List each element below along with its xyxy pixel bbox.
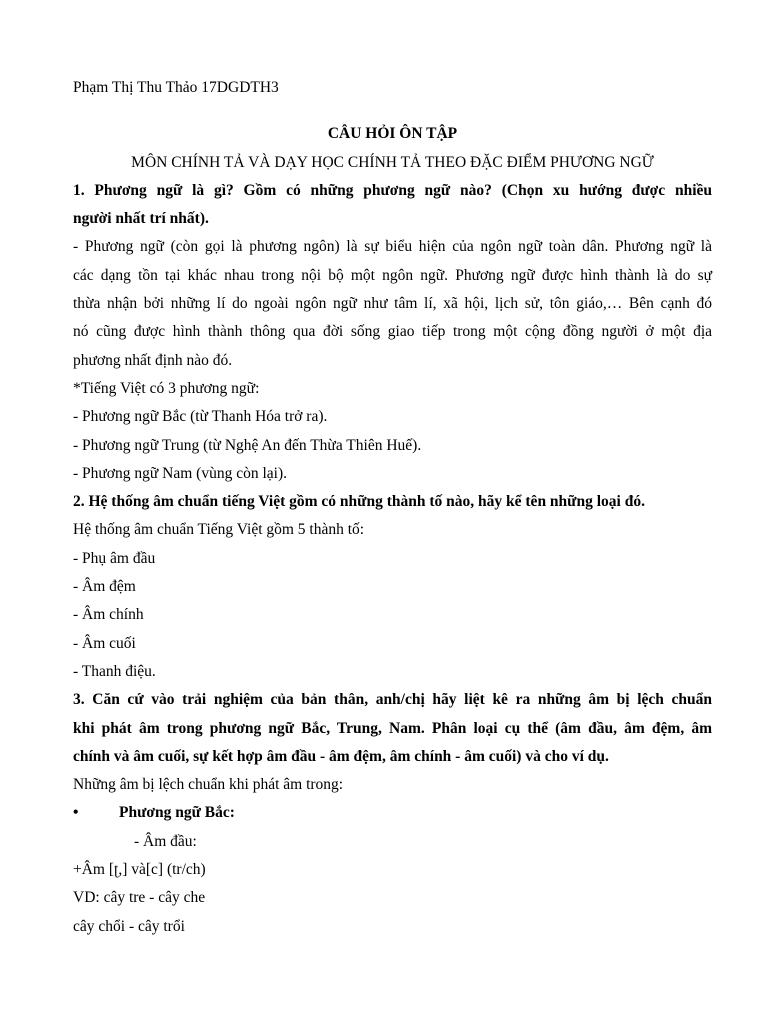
bullet-northern-dialect [73, 799, 712, 827]
dialect-item: - Phương ngữ Trung (từ Nghệ An đến Thừa Thiên Huế). [73, 436, 422, 454]
document-subtitle: MÔN CHÍNH TẢ VÀ DẠY HỌC CHÍNH TẢ THEO ĐẶC ĐIỂM PHƯƠNG NGỮ [131, 153, 654, 171]
answer-1-line-5: phương nhất định nào đó. [73, 351, 233, 369]
question-3-line-2: khi phát âm trong phương ngữ Bắc, Trung, Nam. Phân loại cụ thể (âm đầu, âm đệm, âm [73, 719, 712, 737]
example-line: cây chổi - cây trổi [73, 917, 185, 935]
answer-1-line-1: - Phương ngữ (còn gọi là phương ngôn) là sự biểu hiện của ngôn ngữ toàn dân. Phương ngữ là [73, 238, 712, 256]
bullet-label: Phương ngữ Bắc: [119, 804, 235, 822]
answer-2-intro: Hệ thống âm chuẩn Tiếng Việt gồm 5 thành tố: [73, 521, 365, 539]
author-line: Phạm Thị Thu Thảo 17DGDTH3 [73, 79, 279, 96]
question-1-line-1: 1. Phương ngữ là gì? Gồm có những phương ngữ nào? (Chọn xu hướng được nhiều [73, 181, 712, 199]
sub-heading-initial-consonant: - Âm đầu: [134, 832, 197, 850]
component-item: - Thanh điệu. [73, 662, 156, 680]
answer-3-intro: Những âm bị lệch chuẩn khi phát âm trong: [73, 776, 344, 794]
question-1-line-2: người nhất trí nhất). [73, 210, 209, 228]
dialects-intro: *Tiếng Việt có 3 phương ngữ: [73, 379, 260, 397]
component-item: - Phụ âm đầu [73, 549, 156, 567]
question-3-line-1: 3. Căn cứ vào trải nghiệm của bản thân, anh/chị hãy liệt kê ra những âm bị lệch chuẩn [73, 691, 712, 709]
component-item: - Âm chính [73, 606, 144, 624]
question-2: 2. Hệ thống âm chuẩn tiếng Việt gồm có những thành tố nào, hãy kể tên những loại đó. [73, 493, 645, 511]
question-3-line-3: chính và âm cuối, sự kết hợp âm đầu - âm đệm, âm chính - âm cuối) và cho ví dụ. [73, 747, 609, 765]
document-title: CÂU HỎI ÔN TẬP [327, 125, 458, 143]
component-item: - Âm đệm [73, 578, 136, 596]
answer-1-line-2: các dạng tồn tại khác nhau trong nội bộ một ngôn ngữ. Phương ngữ được hình thành là do sự [73, 266, 712, 284]
component-item: - Âm cuối [73, 634, 136, 652]
answer-1-line-4: nó cũng được hình thành thông qua đời sống giao tiếp trong một cộng đồng người ở một địa [73, 323, 712, 341]
dialect-item: - Phương ngữ Bắc (từ Thanh Hóa trở ra). [73, 408, 328, 426]
dialect-item: - Phương ngữ Nam (vùng còn lại). [73, 464, 287, 482]
example-line: VD: cây tre - cây che [73, 889, 206, 907]
bullet-icon: • [73, 804, 79, 822]
sound-pair: +Âm [ʈ,] và[c] (tr/ch) [73, 861, 206, 879]
answer-1-line-3: thừa nhận bởi những lí do ngoài ngôn ngữ như tâm lí, xã hội, lịch sử, tôn giáo,… Bên cạnh đó [73, 295, 712, 313]
